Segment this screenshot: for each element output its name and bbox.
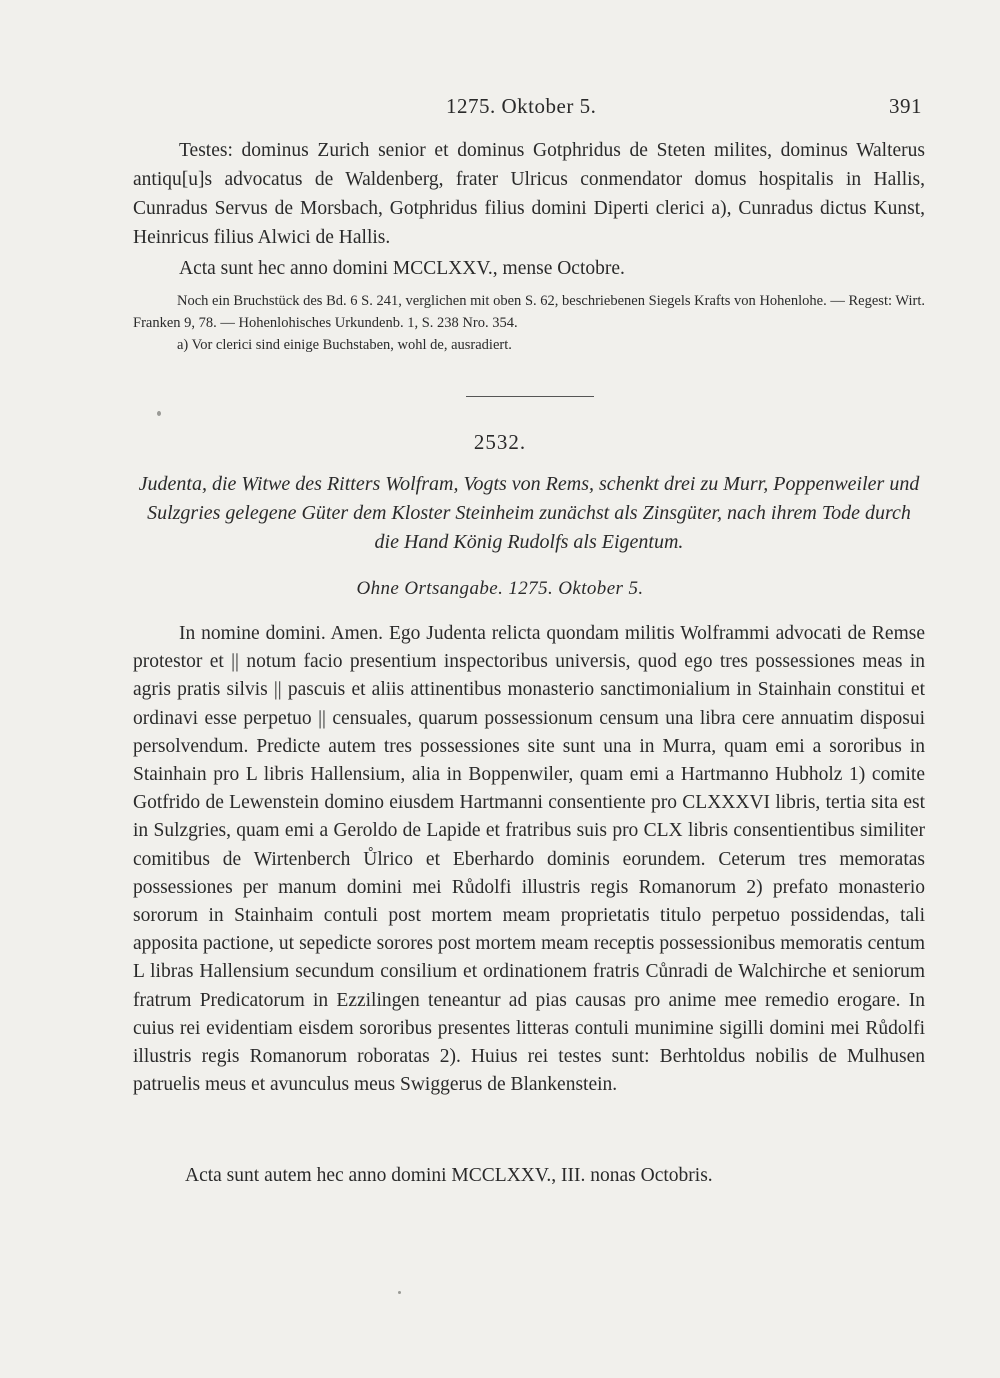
note-2: a) Vor clerici sind einige Buchstaben, wohl de, ausradiert. (177, 337, 512, 353)
note-1: Noch ein Bruchstück des Bd. 6 S. 241, verglichen mit oben S. 62, beschriebenen Siegels Krafts von Hohenlohe. — Regest: Wirt. Franken 9, 78. — Hohenlohisches Urkundenb. 1, S. 238 Nro. 354. (133, 293, 925, 331)
charter-text: In nomine domini. Amen. Ego Judenta relicta quondam militis Wolframmi advocati de Remse protestor et || notum facio presentium inspectoribus universis, quod ego tres possessiones meas in agris pratis silvis || pascuis et aliis attinentibus monasterio sanctimonialium in Stainhain constitui et ordinavi esse perpetuo || censuales, quarum possessionum censum una libra cere annuatim disposui persolvendum. Predicte autem tres possessiones site sunt una in Murra, quam emi a sororibus in Stainhain pro L libris Hallensium, alia in Boppenwiler, quam emi a Hartmanno Hubholz 1) comite Gotfrido de Lewenstein domino eiusdem Hartmanni consentiente pro CLXXXVI libris, tertia sita est in Sulzgries, quam emi a Geroldo de Lapide et fratribus suis pro CLX libris consentientibus similiter comitibus de Wirtenberch Ůlrico et Eberhardo dominis eorundem. Ceterum tres memoratas possessiones per manum domini mei Růdolfi illustris regis Romanorum 2) prefato monasterio sororum in Stainhaim contuli post mortem meam proprietatis titulo perpetuo possidendas, tali apposita pactione, ut sepedicte sorores post mortem meam receptis possessionibus memoratis centum L libras Hallensium secundum consilium et ordinationem fratris Cůnradi de Walchirche et seniorum fratrum Predicatorum in Ezzilingen teneantur ad pias causas pro anime mee remedio erogare. In cuius rei evidentiam eisdem sororibus presentes litteras contuli munimine sigilli domini mei Růdolfi illustris regis Romanorum roboratas 2). Huius rei testes sunt: Berhtoldus nobilis de Mulhusen patruelis meus et avunculus meus Swiggerus de Blankenstein. (133, 623, 925, 1096)
origin-date-line: Ohne Ortsangabe. 1275. Oktober 5. (356, 578, 644, 599)
separator-rule (466, 396, 594, 397)
testes-paragraph: Testes: dominus Zurich senior et dominus Gotphridus de Steten milites, dominus Walterus antiqu[u]s advocatus de Waldenberg, frater Ulricus conmendator domus hospitalis in Hallis, Cunradus Servus de Morsbach, Gotphridus filius domini Diperti clerici a), Cunradus dictus Kunst, Heinricus filius Alwici de Hallis. (133, 140, 925, 248)
scan-speck (398, 1291, 401, 1294)
footnotes (133, 290, 925, 356)
acta-paragraph-1: Acta sunt hec anno domini MCCLXXV., mense Octobre. (179, 258, 625, 279)
header-date: 1275. Oktober 5. (446, 94, 597, 118)
scan-speck (157, 411, 161, 416)
page-number: 391 (889, 94, 922, 118)
page-header (130, 94, 928, 122)
document-number: 2532. (473, 430, 527, 454)
acta-paragraph-2: Acta sunt autem hec anno domini MCCLXXV., III. nonas Octobris. (185, 1165, 713, 1186)
regest-summary: Judenta, die Witwe des Ritters Wolfram, Vogts von Rems, schenkt drei zu Murr, Poppenweiler und Sulzgries gelegene Güter dem Kloster Steinheim zunächst als Zinsgüter, nach ihrem Tode durch die Hand König Rudolfs als Eigentum. (138, 473, 920, 553)
